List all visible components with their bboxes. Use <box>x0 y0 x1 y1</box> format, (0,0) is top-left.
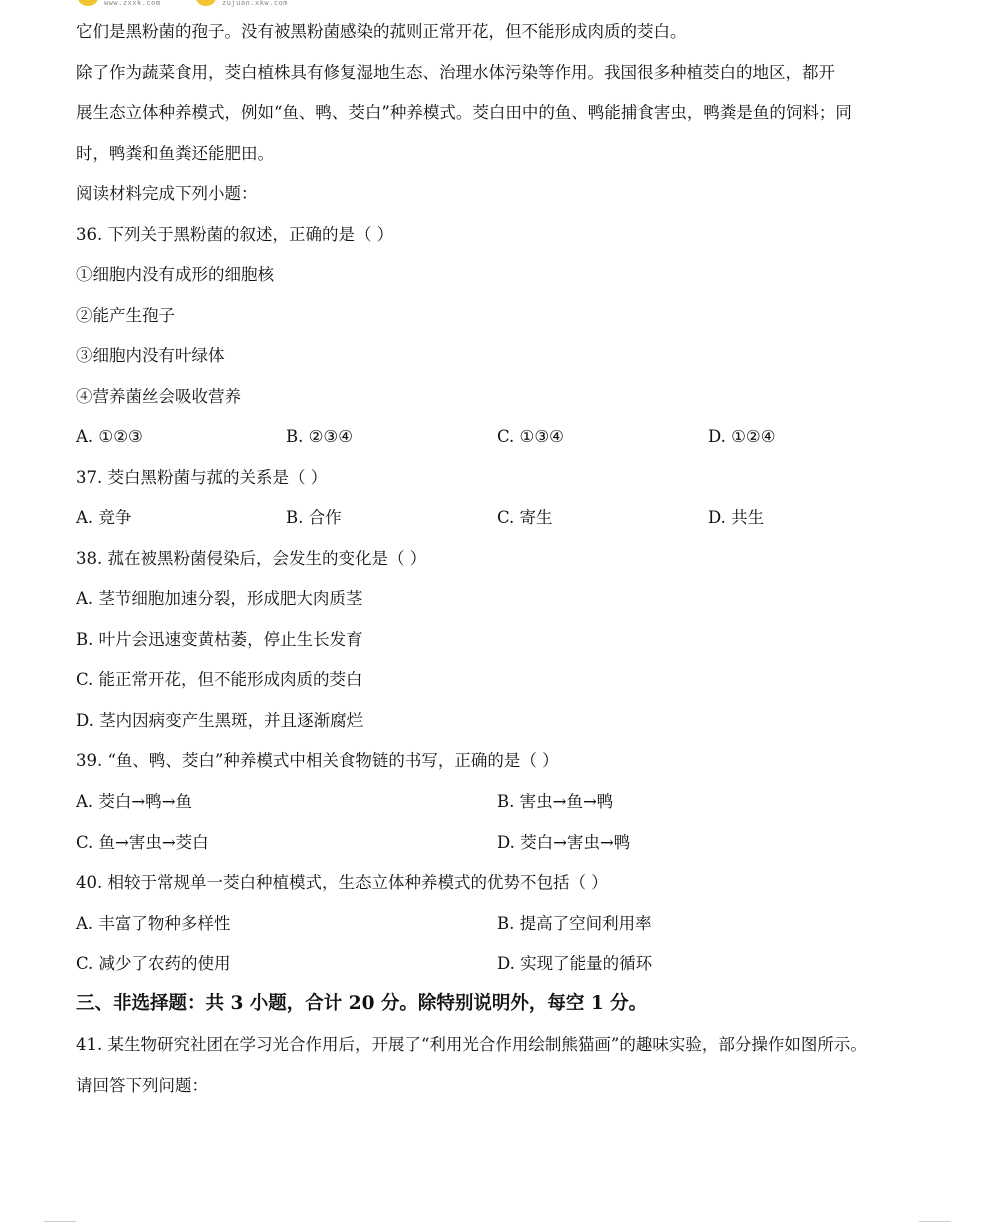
question-38-option-b: B. 叶片会迅速变黄枯萎，停止生长发育 <box>76 630 363 649</box>
question-39-option-a: A. 茭白→鸭→鱼 <box>76 792 193 811</box>
question-37-option-a: A. 竞争 <box>76 508 132 527</box>
question-38-option-d: D. 茎内因病变产生黑斑，并且逐渐腐烂 <box>76 711 364 730</box>
question-39-option-d: D. 茭白→害虫→鸭 <box>497 833 631 852</box>
question-37-option-c: C. 寄生 <box>497 508 553 527</box>
passage-line-2: 除了作为蔬菜食用，茭白植株具有修复湿地生态、治理水体污染等作用。我国很多种植茭白的地区，都开 <box>76 63 835 82</box>
question-40-option-d: D. 实现了能量的循环 <box>497 954 653 973</box>
question-36-statement-2: ②能产生孢子 <box>76 306 175 325</box>
question-36-stem: 36. 下列关于黑粉菌的叙述，正确的是（ ） <box>76 225 394 244</box>
question-41-stem: 41. 某生物研究社团在学习光合作用后，开展了“利用光合作用绘制熊猫画”的趣味实验，部分操作如图所示。 <box>76 1035 867 1054</box>
passage-instruction: 阅读材料完成下列小题： <box>76 184 258 203</box>
question-38-stem: 38. 菰在被黑粉菌侵染后，会发生的变化是（ ） <box>76 549 427 568</box>
section-3-heading: 三、非选择题：共 3 小题，合计 20 分。除特别说明外，每空 1 分。 <box>76 993 648 1014</box>
question-37-option-b: B. 合作 <box>286 508 342 527</box>
footer-right-mark <box>919 1221 951 1222</box>
logo-left-text: www.zxxk.com <box>104 0 161 7</box>
question-36-statement-4: ④营养菌丝会吸收营养 <box>76 387 241 406</box>
question-37-option-d: D. 共生 <box>708 508 765 527</box>
logo-left-icon <box>78 0 98 6</box>
question-38-option-a: A. 茎节细胞加速分裂，形成肥大肉质茎 <box>76 589 363 608</box>
question-36-statement-1: ①细胞内没有成形的细胞核 <box>76 265 274 284</box>
passage-line-4: 时，鸭粪和鱼粪还能肥田。 <box>76 144 274 163</box>
question-36-statement-3: ③细胞内没有叶绿体 <box>76 346 225 365</box>
question-39-option-c: C. 鱼→害虫→茭白 <box>76 833 209 852</box>
question-36-option-b: B. ②③④ <box>286 427 353 446</box>
question-40-option-c: C. 减少了农药的使用 <box>76 954 231 973</box>
question-40-option-a: A. 丰富了物种多样性 <box>76 914 231 933</box>
logo-right-icon <box>196 0 216 6</box>
question-39-option-b: B. 害虫→鱼→鸭 <box>497 792 614 811</box>
question-40-option-b: B. 提高了空间利用率 <box>497 914 652 933</box>
question-37-stem: 37. 茭白黑粉菌与菰的关系是（ ） <box>76 468 328 487</box>
passage-line-1: 它们是黑粉菌的孢子。没有被黑粉菌感染的菰则正常开花，但不能形成肉质的茭白。 <box>76 22 687 41</box>
logo-right-text: zujuan.xkw.com <box>222 0 289 7</box>
question-36-option-a: A. ①②③ <box>76 427 143 446</box>
question-36-option-d: D. ①②④ <box>708 427 776 446</box>
header-logo-strip <box>0 0 1004 10</box>
question-38-option-c: C. 能正常开花，但不能形成肉质的茭白 <box>76 670 363 689</box>
question-36-option-c: C. ①③④ <box>497 427 564 446</box>
passage-line-3: 展生态立体种养模式，例如“鱼、鸭、茭白”种养模式。茭白田中的鱼、鸭能捕食害虫，鸭粪是鱼的饲料；同 <box>76 103 852 122</box>
question-40-stem: 40. 相较于常规单一茭白种植模式，生态立体种养模式的优势不包括（ ） <box>76 873 608 892</box>
question-41-instruction: 请回答下列问题： <box>76 1076 208 1095</box>
question-39-stem: 39. “鱼、鸭、茭白”种养模式中相关食物链的书写，正确的是（ ） <box>76 751 559 770</box>
footer-left-mark <box>44 1221 76 1222</box>
